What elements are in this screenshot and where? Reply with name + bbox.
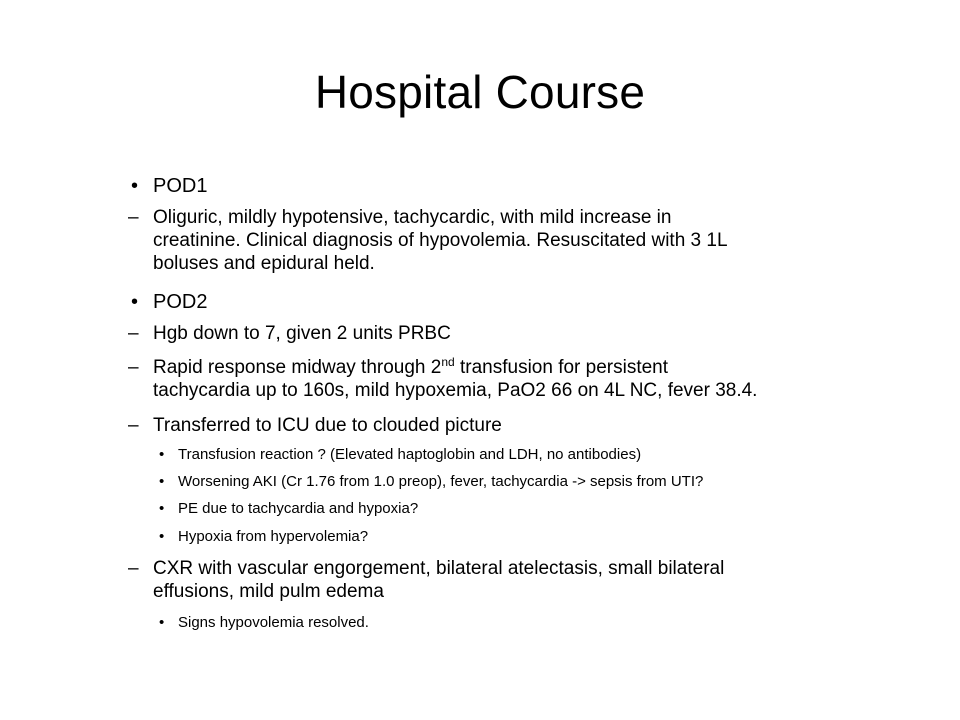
pod1-item1-line1: Oliguric, mildly hypotensive, tachycardic, with mild increase in	[153, 207, 672, 228]
bullet-l3-icon: •	[159, 528, 165, 545]
pod2-item3-sub2: Worsening AKI (Cr 1.76 from 1.0 preop), fever, tachycardia -> sepsis from UTI?	[178, 473, 704, 490]
pod2-item4-sub1: Signs hypovolemia resolved.	[178, 614, 369, 631]
bullet-l3-icon: •	[159, 446, 165, 463]
dash-l2-icon: –	[128, 558, 139, 579]
dash-l2-icon: –	[128, 323, 139, 344]
dash-l2-icon: –	[128, 357, 139, 378]
pod1-heading: POD1	[153, 175, 208, 197]
pod2-item3-sub4: Hypoxia from hypervolemia?	[178, 528, 369, 545]
bullet-l1-icon: •	[131, 175, 139, 197]
dash-l2-icon: –	[128, 415, 139, 436]
pod2-item3-sub1: Transfusion reaction ? (Elevated haptoglobin and LDH, no antibodies)	[178, 446, 642, 463]
pod2-item3: Transferred to ICU due to clouded picture	[153, 415, 502, 436]
slide-title: Hospital Course	[314, 66, 646, 118]
pod1-item1-line2: creatinine. Clinical diagnosis of hypovolemia. Resuscitated with 3 1L	[153, 230, 728, 251]
bullet-l1-icon: •	[131, 291, 139, 313]
pod2-item4-line1: CXR with vascular engorgement, bilateral atelectasis, small bilateral	[153, 558, 725, 579]
pod1-item1-line3: boluses and epidural held.	[153, 253, 375, 274]
pod2-item3-sub3: PE due to tachycardia and hypoxia?	[178, 500, 419, 517]
pod2-item2-line1-post: transfusion for persistent	[454, 357, 669, 378]
pod2-item2-superscript: nd	[441, 355, 455, 369]
bullet-l3-icon: •	[159, 614, 165, 631]
pod2-heading: POD2	[153, 291, 208, 313]
bullet-l3-icon: •	[159, 500, 165, 517]
pod2-item2-line2: tachycardia up to 160s, mild hypoxemia, PaO2 66 on 4L NC, fever 38.4.	[153, 380, 758, 401]
dash-l2-icon: –	[128, 207, 139, 228]
pod2-item2-line1-pre: Rapid response midway through 2	[153, 357, 442, 378]
pod2-item4-line2: effusions, mild pulm edema	[153, 581, 384, 602]
bullet-l3-icon: •	[159, 473, 165, 490]
pod2-item2-line1	[153, 356, 668, 379]
pod2-item1: Hgb down to 7, given 2 units PRBC	[153, 323, 451, 344]
